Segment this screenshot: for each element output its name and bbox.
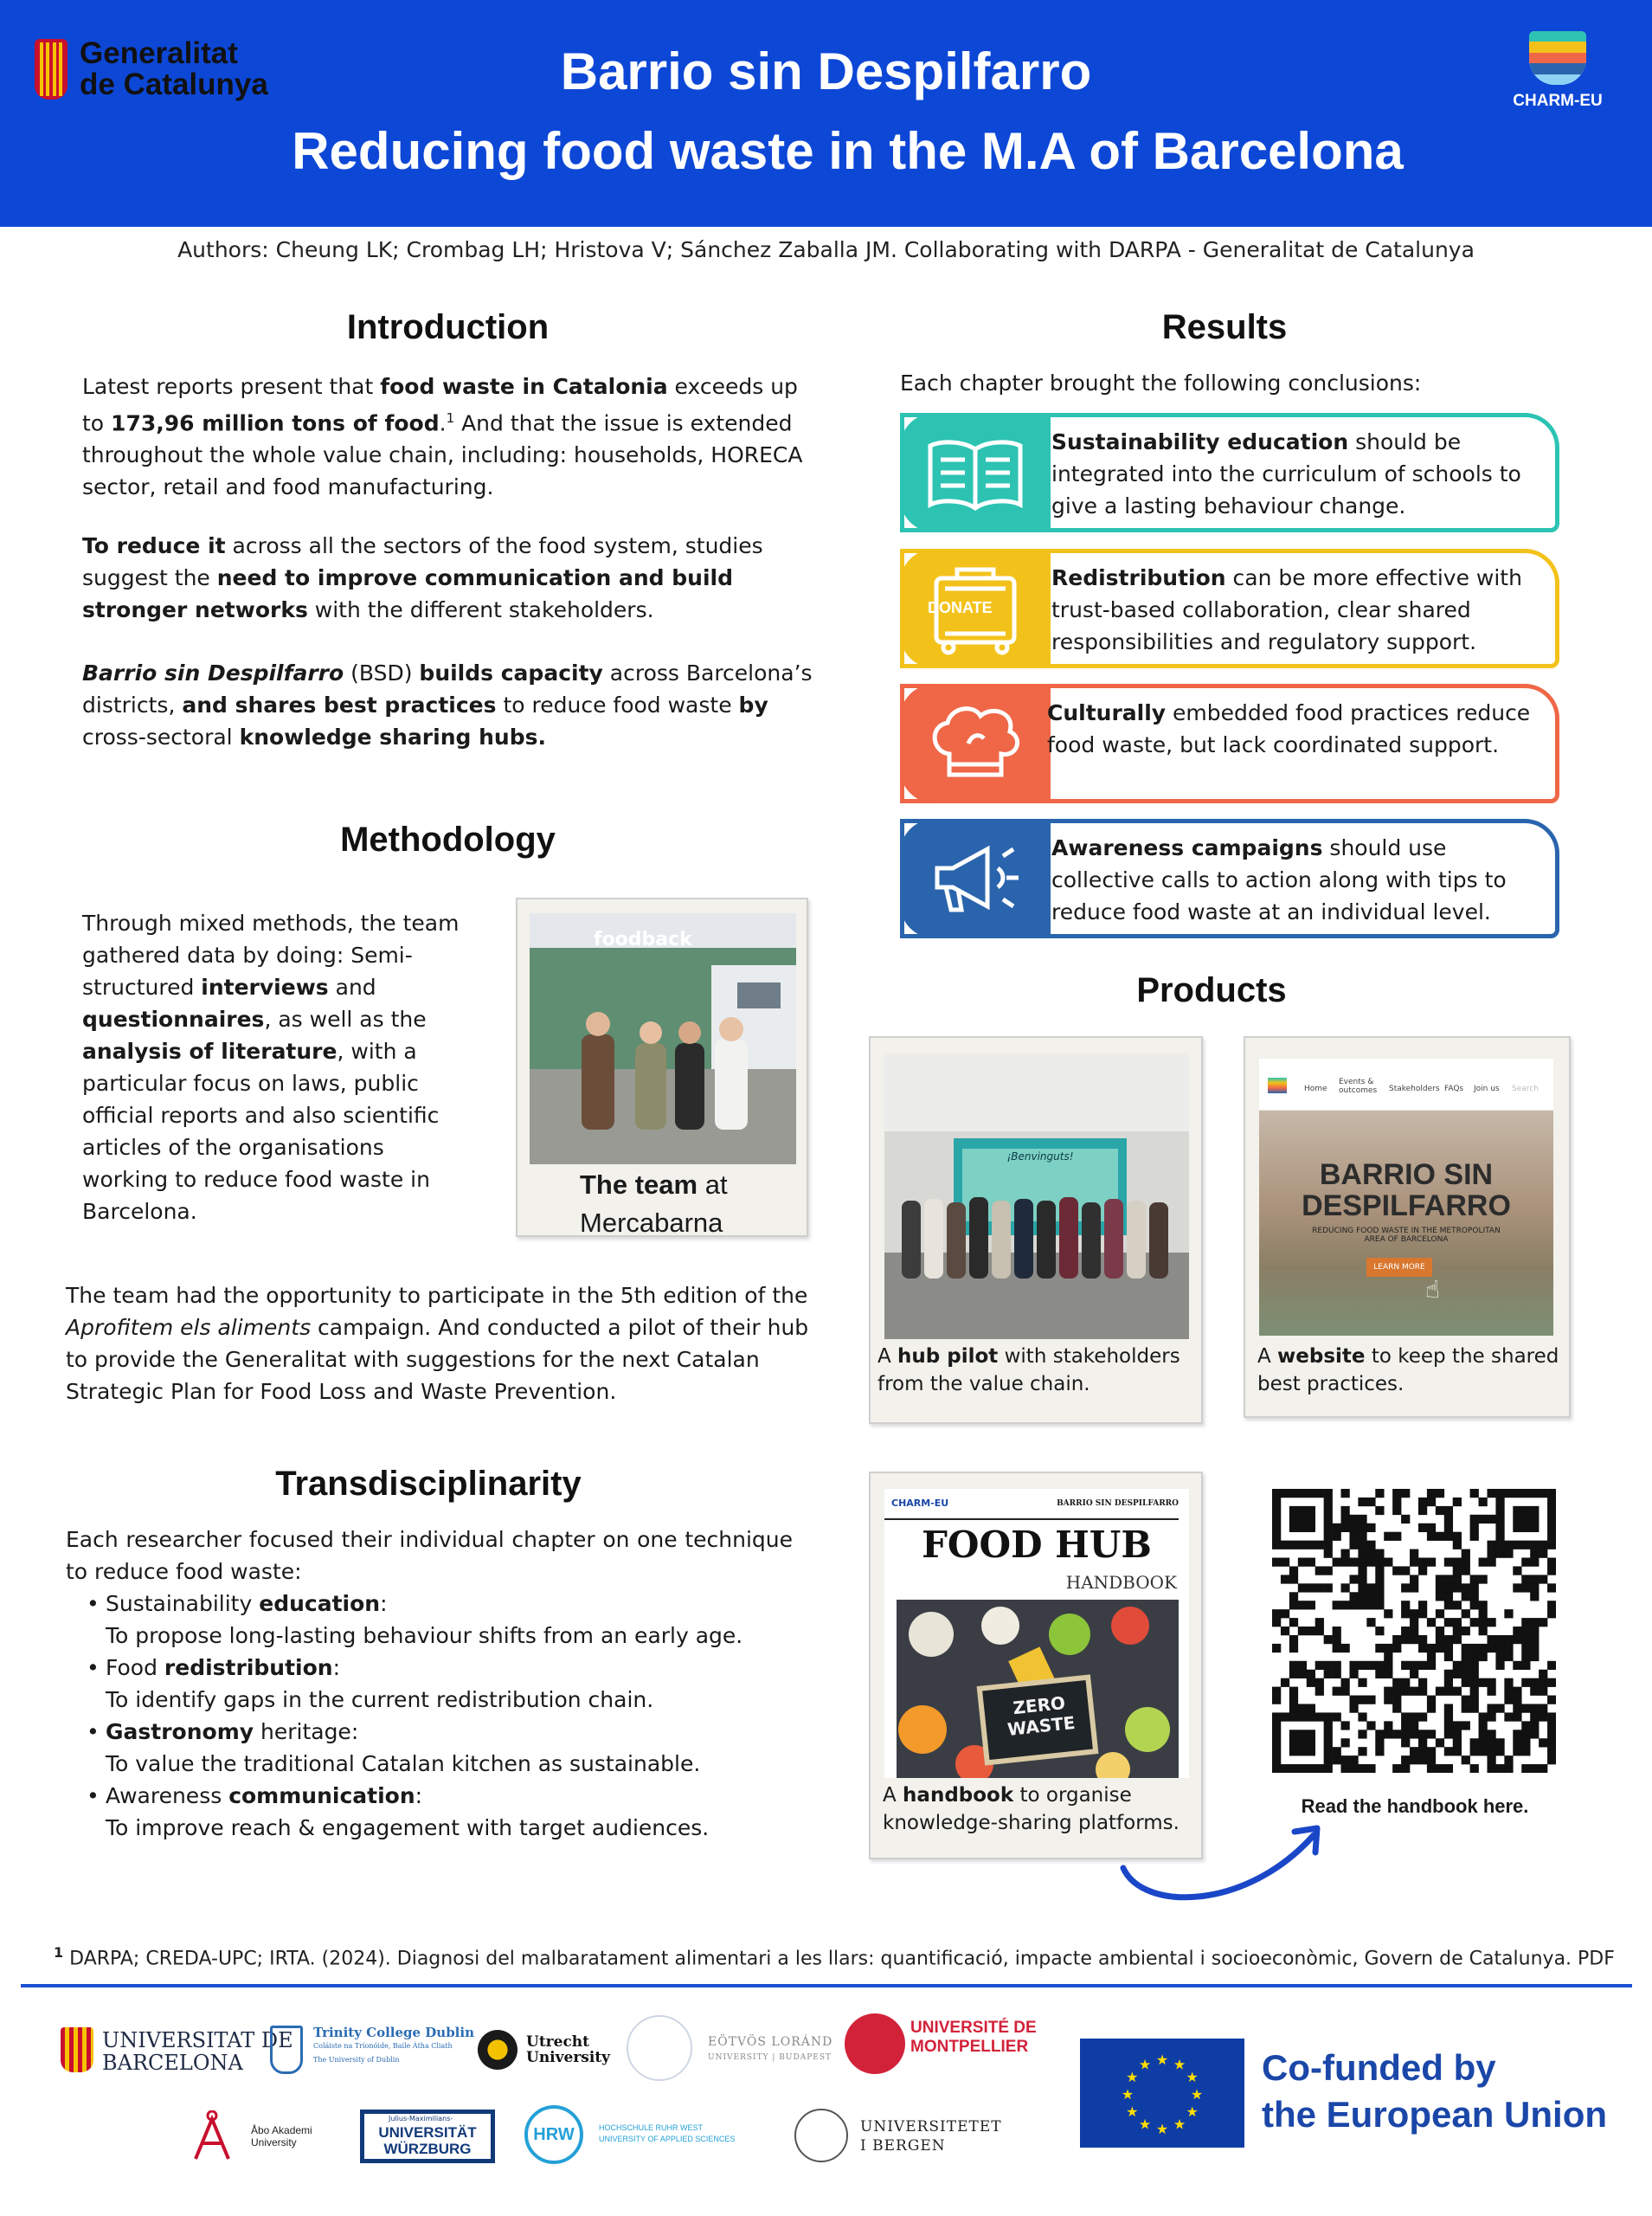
products-heading: Products (1136, 971, 1287, 1009)
learn-more-button[interactable]: LEARN MORE (1366, 1258, 1432, 1277)
generalitat-logo-line2: de Catalunya (80, 68, 268, 101)
hub-screen-text: ¡Benvinguts! (1006, 1150, 1074, 1163)
book-icon (900, 413, 1051, 532)
handbook-cover-photo (897, 1600, 1179, 1778)
result-card-redistribution (900, 549, 1559, 668)
poster-subtitle: Reducing food waste in the M.A of Barcelona (292, 122, 1404, 180)
website-hero-sub: REDUCING FOOD WASTE IN THE METROPOLITAN AREA OF BARCELONA (1312, 1227, 1501, 1244)
abo-akademi-logo: Åbo Akademi University (251, 2124, 312, 2148)
transdisciplinarity-list (66, 1588, 810, 1844)
svg-text:★: ★ (1186, 2069, 1199, 2085)
svg-text:★: ★ (1173, 2116, 1186, 2133)
bergen-seal-icon (794, 2109, 848, 2162)
wuerzburg-logo: Julius-Maximilians- UNIVERSITÄT WÜRZBURG (360, 2110, 495, 2163)
charm-eu-shield-icon (1529, 31, 1586, 85)
introduction-heading: Introduction (346, 308, 550, 346)
website-nav-item[interactable]: Join us (1474, 1085, 1500, 1093)
list-item: • Food redistribution: To identify gaps in the current redistribution chain. (66, 1652, 810, 1716)
results-heading: Results (1161, 308, 1288, 346)
qr-code[interactable] (1272, 1489, 1556, 1773)
ub-logo: UNIVERSITAT DE BARCELONA (102, 2028, 293, 2075)
website-nav-item[interactable]: Stakeholders (1389, 1085, 1440, 1093)
result-text-communication: Awareness campaigns should use collective calls to action along with tips to reduce food waste at an individual level. (1051, 835, 1507, 924)
list-item: • Awareness communication: To improve reach & engagement with target audiences. (66, 1780, 810, 1844)
utrecht-sun-icon (478, 2030, 517, 2070)
montpellier-logo: UNIVERSITÉ DE MONTPELLIER (910, 2019, 1037, 2056)
zero-waste-sign: ZERO WASTE (1006, 1691, 1077, 1740)
website-nav-item[interactable]: Events & outcomes (1339, 1078, 1378, 1095)
abo-akademi-icon (192, 2110, 232, 2161)
hrw-logo: HOCHSCHULE RUHR WEST UNIVERSITY OF APPLIED SCIENCES (599, 2123, 736, 2143)
handbook-caption: A handbook to organise knowledge-sharing platforms. (883, 1784, 1180, 1834)
list-item: • Sustainability education: To propose long-lasting behaviour shifts from an early age. (66, 1588, 810, 1652)
qr-caption: Read the handbook here. (1301, 1795, 1529, 1817)
megaphone-icon (900, 819, 1051, 938)
svg-text:★: ★ (1121, 2086, 1135, 2103)
introduction-paragraph-1: Latest reports present that food waste in Catalonia exceeds up to 173,96 million tons of food.$^1$ And that the issue is extended throughout the whole value chain, including: households, HORECA sector, retail and food manufacturing. (82, 374, 803, 500)
charm-eu-logo (1510, 31, 1605, 111)
team-photo (530, 913, 796, 1164)
footer-divider (21, 1984, 1632, 1987)
svg-text:★: ★ (1190, 2086, 1204, 2103)
methodology-paragraph-2: The team had the opportunity to participate in the 5th edition of the Aprofitem els aliments campaign. And conducted a pilot of their hub to provide the Generalitat with suggestions for the next Catalan Strategic Plan for Food Loss and Waste Prevention. (66, 1283, 809, 1404)
elte-logo: EÖTVÖS LORÁND UNIVERSITY | BUDAPEST (708, 2035, 833, 2062)
methodology-paragraph-1: Through mixed methods, the team gathered data by doing: Semi-structured interviews and questionnaires, as well as the analysis of literature, with a particular focus on laws, public official reports and also scientific articles of the organisations working to reduce food waste in Barcelona. (82, 911, 460, 1224)
foodback-sign: foodback (594, 929, 692, 950)
website-search[interactable]: Search (1512, 1085, 1539, 1093)
elte-seal-icon (627, 2015, 692, 2081)
donate-box-icon (900, 549, 1051, 668)
website-nav-item[interactable]: FAQs (1444, 1085, 1464, 1093)
results-intro: Each chapter brought the following conclusions: (900, 370, 1422, 396)
result-card-education (900, 413, 1559, 532)
footnote: $^1$ DARPA; CREDA-UPC; IRTA. (2024). Diagnosi del malbaratament alimentari a les llars: quantificació, impacte ambiental i socioeconòmic, Govern de Catalunya. PDF (54, 1944, 1615, 1970)
hrw-logo-icon: HRW (524, 2105, 583, 2164)
authors-line: Authors: Cheung LK; Crombag LH; Hristova V; Sánchez Zaballa JM. Collaborating with DARPA - Generalitat de Catalunya (177, 237, 1475, 262)
hub-pilot-card (869, 1036, 1203, 1424)
website-logo-icon (1268, 1078, 1287, 1093)
charm-eu-label: CHARM-EU (1513, 92, 1603, 110)
svg-text:★: ★ (1186, 2103, 1199, 2120)
result-text-education: Sustainability education should be integrated into the curriculum of schools to give a lasting behaviour change. (1051, 429, 1521, 519)
result-card-gastronomy (900, 684, 1559, 803)
hub-pilot-photo (884, 1053, 1189, 1339)
transdisciplinarity-intro: Each researcher focused their individual chapter on one technique to reduce food waste: (66, 1527, 793, 1584)
website-caption: A website to keep the shared best practices. (1257, 1345, 1559, 1395)
utrecht-logo: Utrecht University (526, 2033, 611, 2066)
handbook-cover-project: BARRIO SIN DESPILFARRO (1057, 1499, 1179, 1508)
tcd-shield-icon (270, 2026, 303, 2074)
website-hero (1259, 1111, 1553, 1336)
svg-text:★: ★ (1155, 2052, 1169, 2068)
handbook-card (869, 1472, 1203, 1859)
result-text-redistribution: Redistribution can be more effective with trust-based collaboration, clear shared responsibilities and regulatory support. (1051, 565, 1522, 654)
methodology-heading: Methodology (340, 821, 556, 859)
handbook-cover (884, 1489, 1189, 1778)
website-hero-title: BARRIO SIN DESPILFARRO (1302, 1158, 1511, 1222)
eu-cofunded-text: Co-funded by the European Union (1262, 2047, 1607, 2135)
result-card-communication (900, 819, 1559, 938)
ub-shield-icon (61, 2027, 93, 2072)
result-text-gastronomy: Culturally embedded food practices reduce food waste, but lack coordinated support. (1047, 700, 1531, 757)
eu-flag-icon (1080, 2039, 1244, 2148)
cursor-hand-icon: ☝ (1425, 1275, 1441, 1304)
tcd-logo: Trinity College Dublin Coláiste na Tríonóide, Baile Átha Cliath The University of Dublin (313, 2025, 474, 2064)
bergen-logo: UNIVERSITETET I BERGEN (860, 2118, 1002, 2155)
chef-hat-icon (900, 684, 1051, 803)
montpellier-seal-icon (845, 2013, 905, 2074)
svg-text:★: ★ (1138, 2056, 1152, 2073)
list-item: • Gastronomy heritage: To value the traditional Catalan kitchen as sustainable. (66, 1716, 810, 1780)
hub-pilot-caption: A hub pilot with stakeholders from the value chain. (877, 1345, 1180, 1395)
svg-text:★: ★ (1138, 2116, 1152, 2133)
website-nav (1259, 1059, 1553, 1111)
website-card (1244, 1036, 1571, 1418)
website-screenshot (1259, 1059, 1553, 1336)
handbook-cover-subtitle: HANDBOOK (1065, 1572, 1177, 1593)
svg-text:★: ★ (1173, 2056, 1186, 2073)
handbook-cover-brand: CHARM-EU (891, 1498, 949, 1509)
introduction-paragraph-2: To reduce it across all the sectors of the food system, studies suggest the need to improve communication and build stronger networks with the different stakeholders. (82, 533, 763, 622)
team-photo-card (516, 898, 808, 1237)
poster-title: Barrio sin Despilfarro (560, 42, 1092, 100)
svg-text:★: ★ (1126, 2069, 1139, 2085)
generalitat-logo-line1: Generalitat (80, 36, 238, 70)
introduction-paragraph-3: Barrio sin Despilfarro (BSD) builds capacity across Barcelona’s districts, and shares best practices to reduce food waste by cross-sectoral knowledge sharing hubs. (82, 660, 813, 750)
team-photo-caption: The team at Mercabarna (580, 1169, 728, 1238)
transdisciplinarity-heading: Transdisciplinarity (275, 1465, 582, 1503)
handbook-cover-title: FOOD HUB (922, 1524, 1152, 1566)
curved-arrow-icon (1116, 1816, 1333, 1911)
header-banner (0, 0, 1652, 227)
svg-text:★: ★ (1126, 2103, 1139, 2120)
donate-label: DONATE (928, 599, 993, 616)
website-nav-item[interactable]: Home (1304, 1085, 1327, 1093)
svg-text:★: ★ (1155, 2121, 1169, 2137)
